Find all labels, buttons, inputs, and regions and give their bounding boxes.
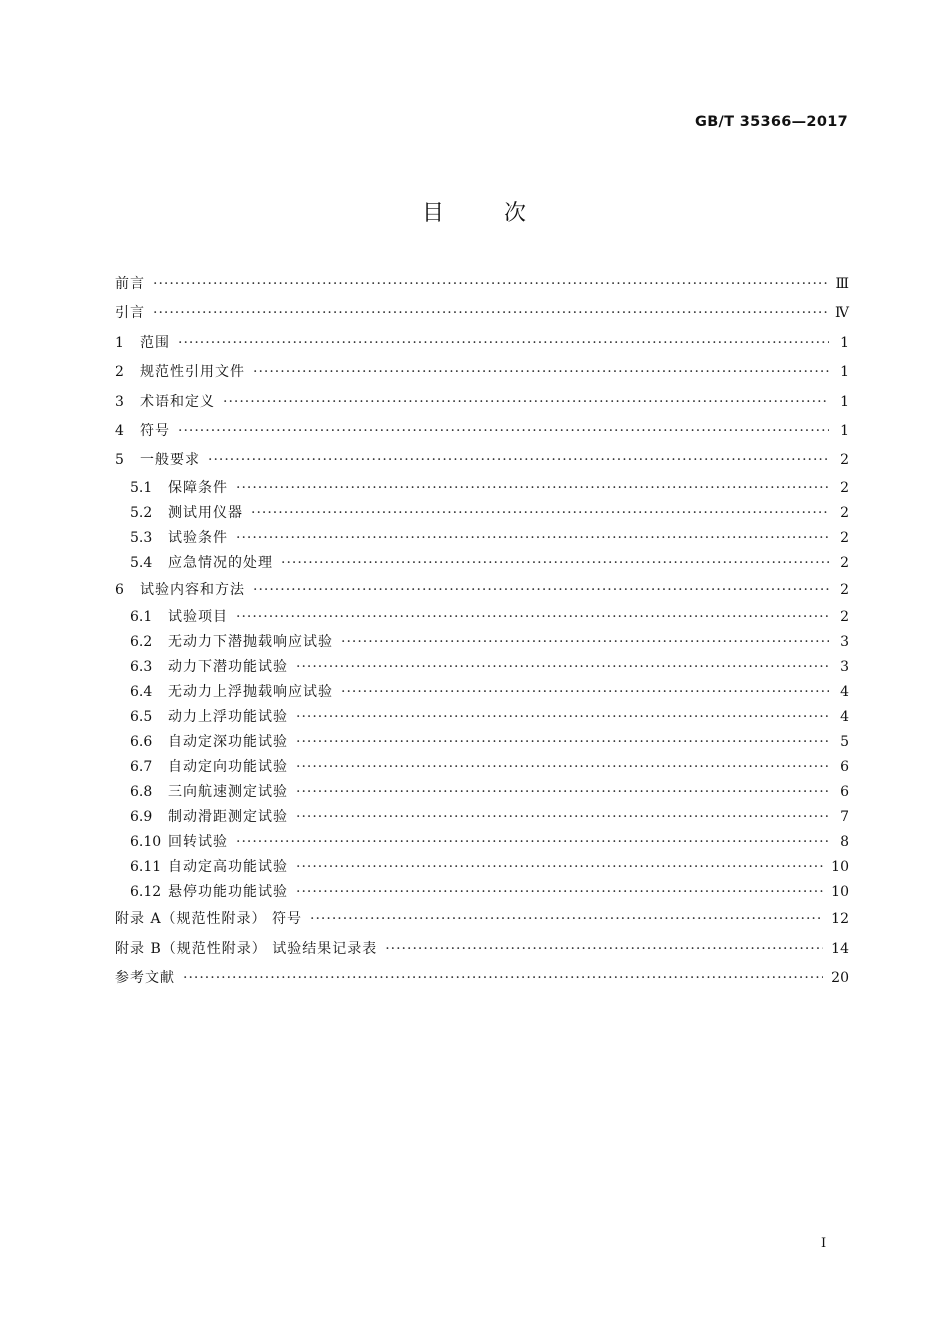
- toc-entry-page: 1: [840, 364, 849, 381]
- toc-entry-label: 动力下潜功能试验: [168, 659, 288, 676]
- toc-entry-label: 无动力上浮抛载响应试验: [168, 684, 333, 701]
- toc-entry-page: 3: [840, 634, 849, 651]
- toc-entry-number: 6.8: [130, 784, 153, 801]
- toc-entry-label: 前言: [115, 276, 145, 292]
- toc-entry-page: 6: [840, 784, 849, 801]
- toc-entry-number: 3: [115, 393, 124, 410]
- toc-leader-dots: [236, 476, 829, 501]
- toc-leader-dots: [183, 964, 823, 993]
- toc-entry-number: 6.2: [130, 634, 153, 651]
- toc-entry-number: 5.2: [130, 504, 153, 521]
- toc-entry-label: 试验内容和方法: [140, 581, 245, 598]
- toc-leader-dots: [281, 551, 829, 576]
- toc-entry[interactable]: [115, 705, 849, 730]
- toc-entry-label: 保障条件: [168, 479, 228, 496]
- toc-entry[interactable]: [115, 935, 849, 964]
- title-char-2: 次: [504, 201, 529, 226]
- toc-entry-page: 2: [840, 529, 849, 546]
- toc-leader-dots: [310, 905, 823, 934]
- toc-leader-dots: [253, 358, 829, 387]
- toc-entry-label: 试验条件: [168, 529, 228, 546]
- toc-entry[interactable]: [115, 655, 849, 680]
- toc-entry-number: 4: [115, 422, 124, 439]
- toc-entry[interactable]: [115, 417, 849, 446]
- toc-entry[interactable]: [115, 755, 849, 780]
- toc-entry-number: 5.1: [130, 479, 153, 496]
- toc-entry-page: 6: [840, 759, 849, 776]
- toc-entry[interactable]: [115, 329, 849, 358]
- toc-entry-label: 测试用仪器: [168, 504, 243, 521]
- title-char-1: 目: [421, 201, 446, 226]
- toc-leader-dots: [385, 935, 823, 964]
- toc-entry-label: 动力上浮功能试验: [168, 709, 288, 726]
- toc-entry-page: 2: [840, 479, 849, 496]
- toc-leader-dots: [296, 705, 829, 730]
- page-title: [0, 196, 950, 227]
- toc-entry[interactable]: [115, 880, 849, 905]
- toc-leader-dots: [178, 329, 829, 358]
- toc-entry-page: 1: [840, 422, 849, 439]
- toc-entry-number: 6.3: [130, 659, 153, 676]
- toc-entry-page: 8: [840, 834, 849, 851]
- toc-leader-dots: [178, 417, 829, 446]
- toc-leader-dots: [153, 270, 827, 299]
- toc-leader-dots: [236, 830, 829, 855]
- toc-entry-label: 自动定高功能试验: [168, 859, 288, 876]
- toc-entry-page: 2: [840, 609, 849, 626]
- toc-entry-page: 2: [840, 452, 849, 469]
- toc-entry-page: 14: [831, 940, 849, 957]
- page-folio: Ⅰ: [821, 1236, 827, 1251]
- toc-leader-dots: [296, 880, 823, 905]
- toc-entry[interactable]: [115, 855, 849, 880]
- toc-entry[interactable]: [115, 780, 849, 805]
- toc-leader-dots: [341, 680, 829, 705]
- toc-entry-label: 自动定向功能试验: [168, 759, 288, 776]
- toc-entry-number: 5: [115, 452, 124, 469]
- toc-entry-page: 2: [840, 581, 849, 598]
- toc-entry-label: 无动力下潜抛载响应试验: [168, 634, 333, 651]
- toc-entry-label: 附录 A（规范性附录） 符号: [115, 911, 303, 928]
- toc-entry-label: 应急情况的处理: [168, 554, 273, 571]
- toc-entry-label: 回转试验: [168, 834, 228, 851]
- toc-entry[interactable]: [115, 805, 849, 830]
- toc-entry-page: Ⅲ: [835, 276, 849, 292]
- toc-entry-number: 6.1: [130, 609, 153, 626]
- toc-entry-page: 1: [840, 393, 849, 410]
- toc-entry[interactable]: [115, 299, 849, 328]
- toc-entry-page: 7: [840, 809, 849, 826]
- toc-entry[interactable]: [115, 551, 849, 576]
- toc-entry[interactable]: [115, 730, 849, 755]
- toc-entry[interactable]: [115, 358, 849, 387]
- toc-leader-dots: [208, 446, 829, 475]
- toc-entry-label: 引言: [115, 305, 145, 322]
- toc-entry-label: 术语和定义: [140, 393, 215, 410]
- toc-leader-dots: [296, 780, 829, 805]
- toc-leader-dots: [223, 388, 829, 417]
- toc-entry-label: 参考文献: [115, 969, 175, 986]
- toc-entry-number: 2: [115, 364, 124, 381]
- toc-entry[interactable]: [115, 905, 849, 934]
- table-of-contents: [115, 270, 849, 993]
- toc-entry[interactable]: [115, 605, 849, 630]
- toc-leader-dots: [296, 855, 823, 880]
- toc-entry-page: 10: [831, 884, 849, 901]
- toc-leader-dots: [251, 501, 829, 526]
- toc-entry-label: 附录 B（规范性附录） 试验结果记录表: [115, 940, 378, 957]
- toc-leader-dots: [253, 576, 829, 605]
- toc-entry-label: 试验项目: [168, 609, 228, 626]
- toc-entry-number: 1: [115, 334, 124, 351]
- toc-entry-label: 一般要求: [140, 452, 200, 469]
- toc-entry-label: 自动定深功能试验: [168, 734, 288, 751]
- toc-entry-label: 制动滑距测定试验: [168, 809, 288, 826]
- toc-entry-page: Ⅳ: [835, 305, 849, 322]
- toc-entry-number: 6.11: [130, 859, 162, 876]
- toc-leader-dots: [153, 299, 827, 328]
- toc-entry[interactable]: [115, 964, 849, 993]
- toc-entry-page: 1: [840, 334, 849, 351]
- toc-entry-number: 6.7: [130, 759, 153, 776]
- toc-entry-label: 符号: [140, 422, 170, 439]
- toc-entry-page: 4: [840, 684, 849, 701]
- toc-entry-number: 5.4: [130, 554, 153, 571]
- toc-leader-dots: [236, 605, 829, 630]
- toc-entry-page: 20: [831, 969, 849, 986]
- toc-entry-page: 3: [840, 659, 849, 676]
- toc-entry[interactable]: [115, 501, 849, 526]
- standard-code: GB/T 35366—2017: [695, 114, 848, 130]
- toc-entry-page: 2: [840, 504, 849, 521]
- toc-leader-dots: [296, 805, 829, 830]
- toc-entry-number: 6.4: [130, 684, 153, 701]
- toc-entry[interactable]: [115, 830, 849, 855]
- toc-leader-dots: [296, 655, 829, 680]
- toc-entry[interactable]: [115, 630, 849, 655]
- toc-entry-label: 规范性引用文件: [140, 364, 245, 381]
- toc-entry-page: 4: [840, 709, 849, 726]
- toc-entry-page: 5: [840, 734, 849, 751]
- toc-entry[interactable]: [115, 270, 849, 299]
- toc-entry-number: 6: [115, 581, 124, 598]
- toc-entry-number: 6.9: [130, 809, 153, 826]
- toc-entry-page: 12: [831, 911, 849, 928]
- toc-leader-dots: [341, 630, 829, 655]
- toc-entry-page: 10: [831, 859, 849, 876]
- toc-entry-label: 悬停功能功能试验: [168, 884, 288, 901]
- toc-entry-number: 6.10: [130, 834, 162, 851]
- toc-entry-label: 三向航速测定试验: [168, 784, 288, 801]
- toc-leader-dots: [296, 730, 829, 755]
- toc-entry-number: 5.3: [130, 529, 153, 546]
- toc-entry[interactable]: [115, 388, 849, 417]
- toc-leader-dots: [236, 526, 829, 551]
- toc-entry-number: 6.6: [130, 734, 153, 751]
- toc-entry-number: 6.5: [130, 709, 153, 726]
- toc-entry-label: 范围: [140, 334, 170, 351]
- toc-entry[interactable]: [115, 446, 849, 475]
- toc-entry[interactable]: [115, 680, 849, 705]
- toc-entry[interactable]: [115, 526, 849, 551]
- toc-entry[interactable]: [115, 476, 849, 501]
- toc-entry[interactable]: [115, 576, 849, 605]
- toc-leader-dots: [296, 755, 829, 780]
- toc-entry-page: 2: [840, 554, 849, 571]
- toc-entry-number: 6.12: [130, 884, 162, 901]
